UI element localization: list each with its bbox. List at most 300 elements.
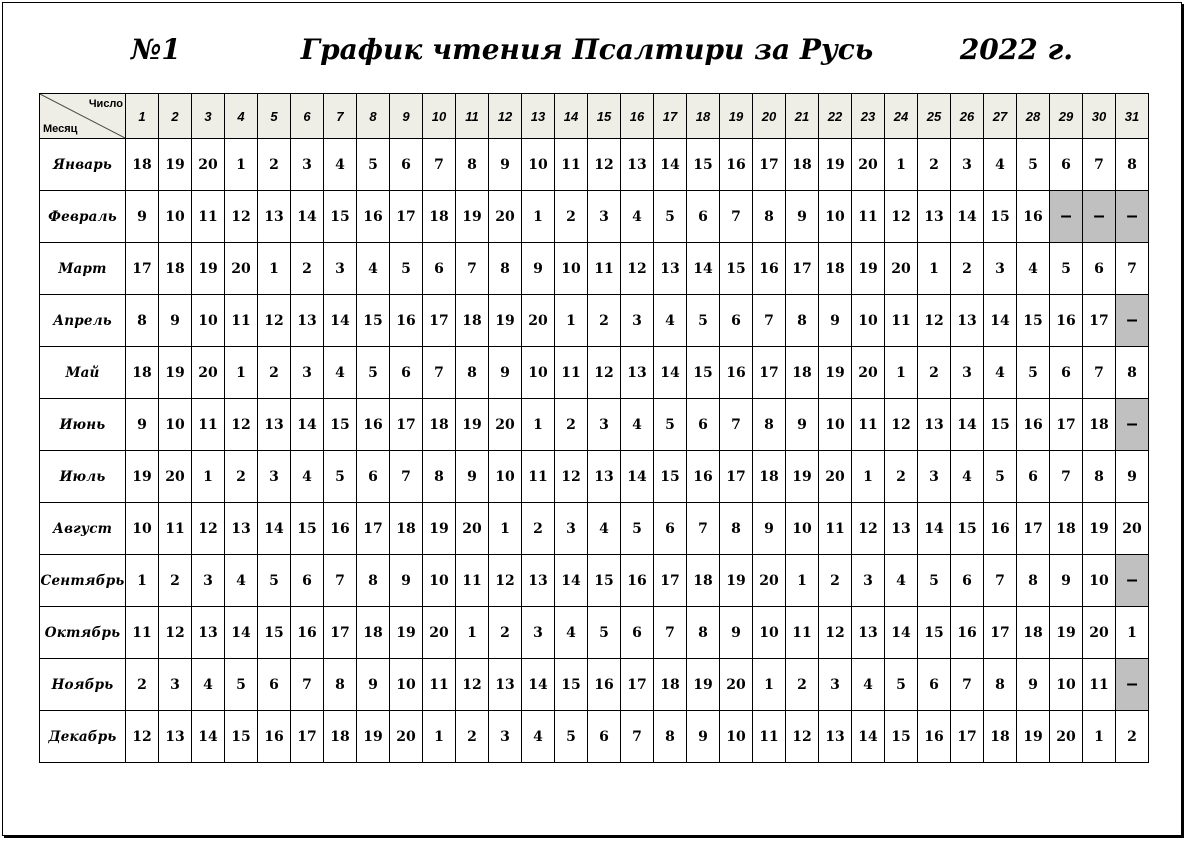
month-label: Июль <box>40 451 126 503</box>
day-header-26: 26 <box>951 94 984 139</box>
psalter-kathisma-cell: 7 <box>423 139 456 191</box>
psalter-kathisma-cell: 13 <box>258 191 291 243</box>
psalter-kathisma-cell: 15 <box>654 451 687 503</box>
table-row <box>40 399 1149 451</box>
psalter-kathisma-cell: 7 <box>423 347 456 399</box>
psalter-kathisma-cell: 12 <box>456 659 489 711</box>
psalter-kathisma-cell: 20 <box>522 295 555 347</box>
psalter-kathisma-cell: 11 <box>423 659 456 711</box>
psalter-kathisma-cell: 5 <box>621 503 654 555</box>
psalter-kathisma-cell: 15 <box>984 191 1017 243</box>
psalter-kathisma-cell: 19 <box>357 711 390 763</box>
absent-day-cell: – <box>1050 191 1083 243</box>
day-header-22: 22 <box>819 94 852 139</box>
table-row <box>40 295 1149 347</box>
psalter-kathisma-cell: 4 <box>522 711 555 763</box>
psalter-kathisma-cell: 3 <box>489 711 522 763</box>
psalter-kathisma-cell: 17 <box>390 191 423 243</box>
psalter-kathisma-cell: 12 <box>918 295 951 347</box>
psalter-kathisma-cell: 19 <box>159 139 192 191</box>
psalter-kathisma-cell: 1 <box>192 451 225 503</box>
psalter-kathisma-cell: 5 <box>225 659 258 711</box>
psalter-kathisma-cell: 8 <box>324 659 357 711</box>
psalter-kathisma-cell: 7 <box>720 399 753 451</box>
psalter-kathisma-cell: 3 <box>984 243 1017 295</box>
psalter-kathisma-cell: 10 <box>390 659 423 711</box>
day-header-8: 8 <box>357 94 390 139</box>
psalter-kathisma-cell: 2 <box>489 607 522 659</box>
psalter-kathisma-cell: 2 <box>588 295 621 347</box>
psalter-kathisma-cell: 13 <box>159 711 192 763</box>
psalter-kathisma-cell: 5 <box>654 399 687 451</box>
psalter-kathisma-cell: 16 <box>720 347 753 399</box>
psalter-kathisma-cell: 18 <box>687 555 720 607</box>
psalter-kathisma-cell: 1 <box>258 243 291 295</box>
psalter-kathisma-cell: 13 <box>489 659 522 711</box>
day-header-2: 2 <box>159 94 192 139</box>
psalter-kathisma-cell: 19 <box>1083 503 1116 555</box>
psalter-kathisma-cell: 13 <box>621 139 654 191</box>
psalter-kathisma-cell: 14 <box>918 503 951 555</box>
psalter-kathisma-cell: 10 <box>720 711 753 763</box>
psalter-kathisma-cell: 6 <box>1017 451 1050 503</box>
psalter-kathisma-cell: 16 <box>1050 295 1083 347</box>
psalter-kathisma-cell: 15 <box>885 711 918 763</box>
psalter-kathisma-cell: 5 <box>654 191 687 243</box>
psalter-kathisma-cell: 5 <box>258 555 291 607</box>
psalter-kathisma-cell: 3 <box>621 295 654 347</box>
psalter-kathisma-cell: 20 <box>489 399 522 451</box>
psalter-kathisma-cell: 4 <box>291 451 324 503</box>
psalter-kathisma-cell: 17 <box>126 243 159 295</box>
psalter-kathisma-cell: 7 <box>324 555 357 607</box>
psalter-kathisma-cell: 14 <box>291 191 324 243</box>
psalter-kathisma-cell: 20 <box>456 503 489 555</box>
psalter-kathisma-cell: 18 <box>456 295 489 347</box>
psalter-kathisma-cell: 9 <box>720 607 753 659</box>
psalter-kathisma-cell: 14 <box>654 347 687 399</box>
psalter-kathisma-cell: 1 <box>489 503 522 555</box>
day-header-5: 5 <box>258 94 291 139</box>
day-header-16: 16 <box>621 94 654 139</box>
psalter-kathisma-cell: 9 <box>786 399 819 451</box>
day-header-28: 28 <box>1017 94 1050 139</box>
psalter-kathisma-cell: 11 <box>159 503 192 555</box>
psalter-kathisma-cell: 11 <box>819 503 852 555</box>
psalter-kathisma-cell: 1 <box>885 347 918 399</box>
day-header-12: 12 <box>489 94 522 139</box>
day-header-14: 14 <box>555 94 588 139</box>
psalter-kathisma-cell: 9 <box>357 659 390 711</box>
day-header-31: 31 <box>1116 94 1149 139</box>
psalter-kathisma-cell: 17 <box>291 711 324 763</box>
psalter-kathisma-cell: 19 <box>819 139 852 191</box>
psalter-kathisma-cell: 16 <box>720 139 753 191</box>
table-row <box>40 711 1149 763</box>
month-label: Август <box>40 503 126 555</box>
psalter-kathisma-cell: 8 <box>786 295 819 347</box>
psalter-kathisma-cell: 17 <box>621 659 654 711</box>
psalter-kathisma-cell: 6 <box>1083 243 1116 295</box>
absent-day-cell: – <box>1116 555 1149 607</box>
psalter-kathisma-cell: 16 <box>621 555 654 607</box>
psalter-kathisma-cell: 7 <box>951 659 984 711</box>
psalter-kathisma-cell: 12 <box>588 347 621 399</box>
psalter-kathisma-cell: 8 <box>489 243 522 295</box>
month-label: Февраль <box>40 191 126 243</box>
psalter-kathisma-cell: 12 <box>555 451 588 503</box>
psalter-kathisma-cell: 3 <box>291 347 324 399</box>
psalter-kathisma-cell: 18 <box>357 607 390 659</box>
day-header-23: 23 <box>852 94 885 139</box>
psalter-kathisma-cell: 3 <box>324 243 357 295</box>
psalter-kathisma-cell: 6 <box>687 191 720 243</box>
psalter-kathisma-cell: 4 <box>951 451 984 503</box>
day-header-19: 19 <box>720 94 753 139</box>
psalter-kathisma-cell: 4 <box>621 399 654 451</box>
psalter-kathisma-cell: 10 <box>192 295 225 347</box>
day-header-17: 17 <box>654 94 687 139</box>
psalter-kathisma-cell: 3 <box>951 139 984 191</box>
psalter-kathisma-cell: 17 <box>324 607 357 659</box>
psalter-kathisma-cell: 5 <box>687 295 720 347</box>
psalter-kathisma-cell: 6 <box>951 555 984 607</box>
psalter-kathisma-cell: 1 <box>225 347 258 399</box>
psalter-kathisma-cell: 3 <box>588 399 621 451</box>
psalter-kathisma-cell: 7 <box>1116 243 1149 295</box>
psalter-kathisma-cell: 10 <box>852 295 885 347</box>
psalter-kathisma-cell: 3 <box>522 607 555 659</box>
psalter-kathisma-cell: 2 <box>225 451 258 503</box>
psalter-kathisma-cell: 2 <box>522 503 555 555</box>
psalter-kathisma-cell: 6 <box>621 607 654 659</box>
psalter-kathisma-cell: 18 <box>819 243 852 295</box>
psalter-kathisma-cell: 14 <box>522 659 555 711</box>
psalter-kathisma-cell: 10 <box>522 347 555 399</box>
psalter-kathisma-cell: 16 <box>1017 399 1050 451</box>
psalter-kathisma-cell: 6 <box>258 659 291 711</box>
psalter-kathisma-cell: 6 <box>291 555 324 607</box>
psalter-kathisma-cell: 1 <box>555 295 588 347</box>
psalter-kathisma-cell: 6 <box>390 139 423 191</box>
psalter-kathisma-cell: 13 <box>588 451 621 503</box>
psalter-kathisma-cell: 11 <box>192 399 225 451</box>
day-header-30: 30 <box>1083 94 1116 139</box>
psalter-kathisma-cell: 13 <box>852 607 885 659</box>
psalter-kathisma-cell: 15 <box>918 607 951 659</box>
psalter-kathisma-cell: 12 <box>159 607 192 659</box>
psalter-kathisma-cell: 14 <box>225 607 258 659</box>
psalter-kathisma-cell: 18 <box>654 659 687 711</box>
psalter-kathisma-cell: 20 <box>423 607 456 659</box>
psalter-kathisma-cell: 11 <box>555 347 588 399</box>
page-title: График чтения Псалтири за Русь <box>300 33 874 66</box>
month-label: Январь <box>40 139 126 191</box>
schedule-year: 2022 г. <box>959 33 1073 66</box>
day-header-27: 27 <box>984 94 1017 139</box>
day-header-25: 25 <box>918 94 951 139</box>
corner-label-day: Число <box>88 98 123 110</box>
psalter-kathisma-cell: 17 <box>1017 503 1050 555</box>
psalter-kathisma-cell: 3 <box>258 451 291 503</box>
psalter-kathisma-cell: 4 <box>654 295 687 347</box>
psalter-kathisma-cell: 2 <box>291 243 324 295</box>
psalter-kathisma-cell: 13 <box>918 191 951 243</box>
psalter-kathisma-cell: 11 <box>786 607 819 659</box>
psalter-kathisma-cell: 2 <box>126 659 159 711</box>
psalter-kathisma-cell: 14 <box>951 399 984 451</box>
psalter-kathisma-cell: 20 <box>720 659 753 711</box>
psalter-kathisma-cell: 19 <box>456 399 489 451</box>
psalter-kathisma-cell: 6 <box>1050 139 1083 191</box>
psalter-kathisma-cell: 10 <box>1083 555 1116 607</box>
psalter-kathisma-cell: 1 <box>522 191 555 243</box>
psalter-kathisma-cell: 10 <box>819 399 852 451</box>
psalter-kathisma-cell: 10 <box>555 243 588 295</box>
psalter-kathisma-cell: 16 <box>324 503 357 555</box>
psalter-kathisma-cell: 9 <box>753 503 786 555</box>
psalter-kathisma-cell: 14 <box>291 399 324 451</box>
psalter-kathisma-cell: 14 <box>654 139 687 191</box>
psalter-kathisma-cell: 6 <box>918 659 951 711</box>
psalter-kathisma-cell: 2 <box>885 451 918 503</box>
psalter-kathisma-cell: 16 <box>588 659 621 711</box>
psalter-kathisma-cell: 14 <box>687 243 720 295</box>
psalter-kathisma-cell: 16 <box>291 607 324 659</box>
psalter-kathisma-cell: 11 <box>588 243 621 295</box>
psalter-kathisma-cell: 8 <box>753 399 786 451</box>
psalter-kathisma-cell: 10 <box>522 139 555 191</box>
psalter-kathisma-cell: 20 <box>819 451 852 503</box>
psalter-kathisma-cell: 3 <box>555 503 588 555</box>
psalter-kathisma-cell: 10 <box>126 503 159 555</box>
psalter-kathisma-cell: 9 <box>390 555 423 607</box>
psalter-kathisma-cell: 3 <box>588 191 621 243</box>
psalter-kathisma-cell: 13 <box>522 555 555 607</box>
psalter-kathisma-cell: 16 <box>918 711 951 763</box>
psalter-kathisma-cell: 2 <box>456 711 489 763</box>
psalter-kathisma-cell: 17 <box>654 555 687 607</box>
psalter-kathisma-cell: 11 <box>753 711 786 763</box>
day-header-18: 18 <box>687 94 720 139</box>
psalter-kathisma-cell: 6 <box>1050 347 1083 399</box>
day-header-10: 10 <box>423 94 456 139</box>
absent-day-cell: – <box>1116 191 1149 243</box>
psalter-kathisma-cell: 15 <box>291 503 324 555</box>
psalter-kathisma-cell: 12 <box>885 191 918 243</box>
psalter-kathisma-cell: 5 <box>1017 347 1050 399</box>
psalter-kathisma-cell: 18 <box>984 711 1017 763</box>
psalter-kathisma-cell: 7 <box>1050 451 1083 503</box>
day-header-20: 20 <box>753 94 786 139</box>
psalter-kathisma-cell: 4 <box>852 659 885 711</box>
day-header-3: 3 <box>192 94 225 139</box>
psalter-kathisma-cell: 17 <box>1083 295 1116 347</box>
psalter-kathisma-cell: 8 <box>720 503 753 555</box>
psalter-kathisma-cell: 9 <box>687 711 720 763</box>
psalter-kathisma-cell: 14 <box>192 711 225 763</box>
psalter-kathisma-cell: 3 <box>819 659 852 711</box>
psalter-kathisma-cell: 4 <box>225 555 258 607</box>
table-row <box>40 139 1149 191</box>
psalter-kathisma-cell: 13 <box>918 399 951 451</box>
psalter-kathisma-cell: 17 <box>390 399 423 451</box>
psalter-kathisma-cell: 5 <box>357 347 390 399</box>
table-header-row <box>40 94 1149 139</box>
psalter-kathisma-cell: 18 <box>786 139 819 191</box>
psalter-kathisma-cell: 5 <box>984 451 1017 503</box>
psalter-kathisma-cell: 14 <box>984 295 1017 347</box>
psalter-kathisma-cell: 8 <box>1017 555 1050 607</box>
psalter-kathisma-cell: 1 <box>918 243 951 295</box>
psalter-kathisma-cell: 7 <box>984 555 1017 607</box>
psalter-kathisma-cell: 2 <box>819 555 852 607</box>
psalter-kathisma-cell: 1 <box>456 607 489 659</box>
psalter-kathisma-cell: 14 <box>258 503 291 555</box>
table-body <box>40 139 1149 763</box>
psalter-kathisma-cell: 15 <box>324 191 357 243</box>
psalter-kathisma-cell: 17 <box>1050 399 1083 451</box>
psalter-kathisma-cell: 11 <box>225 295 258 347</box>
psalter-kathisma-cell: 16 <box>258 711 291 763</box>
day-header-6: 6 <box>291 94 324 139</box>
psalter-kathisma-cell: 14 <box>555 555 588 607</box>
psalter-kathisma-cell: 2 <box>258 139 291 191</box>
psalter-kathisma-cell: 17 <box>753 347 786 399</box>
absent-day-cell: – <box>1116 659 1149 711</box>
psalter-kathisma-cell: 12 <box>225 191 258 243</box>
table-row <box>40 555 1149 607</box>
table-row <box>40 659 1149 711</box>
psalter-kathisma-cell: 1 <box>225 139 258 191</box>
psalter-kathisma-cell: 8 <box>984 659 1017 711</box>
psalter-kathisma-cell: 14 <box>951 191 984 243</box>
psalter-kathisma-cell: 4 <box>621 191 654 243</box>
psalter-kathisma-cell: 8 <box>753 191 786 243</box>
psalter-kathisma-cell: 12 <box>852 503 885 555</box>
psalter-kathisma-cell: 6 <box>588 711 621 763</box>
psalter-kathisma-cell: 7 <box>621 711 654 763</box>
psalter-kathisma-cell: 20 <box>192 139 225 191</box>
table-row <box>40 347 1149 399</box>
psalter-kathisma-cell: 15 <box>687 347 720 399</box>
psalter-kathisma-cell: 12 <box>225 399 258 451</box>
psalter-kathisma-cell: 17 <box>984 607 1017 659</box>
psalter-kathisma-cell: 5 <box>885 659 918 711</box>
psalter-kathisma-cell: 3 <box>192 555 225 607</box>
psalter-kathisma-cell: 8 <box>1083 451 1116 503</box>
table-row <box>40 243 1149 295</box>
psalter-kathisma-cell: 19 <box>1050 607 1083 659</box>
table-row <box>40 503 1149 555</box>
psalter-kathisma-cell: 15 <box>324 399 357 451</box>
psalter-kathisma-cell: 4 <box>984 347 1017 399</box>
psalter-kathisma-cell: 16 <box>357 191 390 243</box>
table-row <box>40 607 1149 659</box>
psalter-kathisma-cell: 7 <box>390 451 423 503</box>
corner-header-cell <box>40 94 126 139</box>
psalter-kathisma-cell: 8 <box>456 139 489 191</box>
psalter-kathisma-cell: 20 <box>225 243 258 295</box>
psalter-kathisma-cell: 19 <box>720 555 753 607</box>
day-header-13: 13 <box>522 94 555 139</box>
psalter-kathisma-cell: 4 <box>324 347 357 399</box>
psalter-kathisma-cell: 6 <box>687 399 720 451</box>
psalter-kathisma-cell: 4 <box>1017 243 1050 295</box>
psalter-kathisma-cell: 15 <box>357 295 390 347</box>
psalter-kathisma-cell: 16 <box>390 295 423 347</box>
psalter-kathisma-cell: 4 <box>357 243 390 295</box>
psalter-kathisma-cell: 5 <box>324 451 357 503</box>
psalter-kathisma-cell: 19 <box>1017 711 1050 763</box>
psalter-kathisma-cell: 15 <box>225 711 258 763</box>
psalter-kathisma-cell: 2 <box>159 555 192 607</box>
psalter-kathisma-cell: 11 <box>522 451 555 503</box>
psalter-kathisma-cell: 7 <box>687 503 720 555</box>
psalter-kathisma-cell: 1 <box>126 555 159 607</box>
psalter-kathisma-cell: 17 <box>786 243 819 295</box>
psalter-kathisma-cell: 6 <box>720 295 753 347</box>
psalter-kathisma-cell: 4 <box>984 139 1017 191</box>
psalter-kathisma-cell: 16 <box>1017 191 1050 243</box>
corner-label-month: Месяц <box>43 123 78 135</box>
psalter-kathisma-cell: 2 <box>786 659 819 711</box>
psalter-kathisma-cell: 3 <box>951 347 984 399</box>
month-label: Март <box>40 243 126 295</box>
psalter-kathisma-cell: 10 <box>159 399 192 451</box>
psalter-kathisma-cell: 1 <box>522 399 555 451</box>
psalter-kathisma-cell: 5 <box>918 555 951 607</box>
psalter-kathisma-cell: 9 <box>489 347 522 399</box>
psalter-kathisma-cell: 12 <box>258 295 291 347</box>
psalter-kathisma-cell: 19 <box>456 191 489 243</box>
psalter-kathisma-cell: 17 <box>357 503 390 555</box>
psalter-kathisma-cell: 15 <box>258 607 291 659</box>
psalter-kathisma-cell: 13 <box>819 711 852 763</box>
psalter-kathisma-cell: 10 <box>423 555 456 607</box>
psalter-kathisma-cell: 18 <box>159 243 192 295</box>
psalter-kathisma-cell: 9 <box>126 399 159 451</box>
absent-day-cell: – <box>1116 295 1149 347</box>
day-header-1: 1 <box>126 94 159 139</box>
psalter-kathisma-cell: 15 <box>720 243 753 295</box>
psalter-kathisma-cell: 12 <box>489 555 522 607</box>
psalter-kathisma-cell: 10 <box>489 451 522 503</box>
psalter-kathisma-cell: 4 <box>324 139 357 191</box>
psalter-kathisma-cell: 20 <box>852 347 885 399</box>
psalter-kathisma-cell: 7 <box>1083 347 1116 399</box>
psalter-kathisma-cell: 11 <box>126 607 159 659</box>
psalter-kathisma-cell: 14 <box>324 295 357 347</box>
psalter-kathisma-cell: 2 <box>258 347 291 399</box>
psalter-kathisma-cell: 13 <box>951 295 984 347</box>
psalter-kathisma-cell: 20 <box>852 139 885 191</box>
psalter-kathisma-cell: 3 <box>852 555 885 607</box>
psalter-kathisma-cell: 19 <box>489 295 522 347</box>
psalter-kathisma-cell: 7 <box>291 659 324 711</box>
day-header-7: 7 <box>324 94 357 139</box>
psalter-kathisma-cell: 18 <box>324 711 357 763</box>
psalter-kathisma-cell: 7 <box>456 243 489 295</box>
absent-day-cell: – <box>1116 399 1149 451</box>
psalter-kathisma-cell: 16 <box>951 607 984 659</box>
psalter-kathisma-cell: 15 <box>951 503 984 555</box>
psalter-kathisma-cell: 10 <box>753 607 786 659</box>
psalter-kathisma-cell: 5 <box>390 243 423 295</box>
psalter-kathisma-cell: 18 <box>1017 607 1050 659</box>
psalter-kathisma-cell: 19 <box>423 503 456 555</box>
schedule-number: №1 <box>131 33 181 66</box>
